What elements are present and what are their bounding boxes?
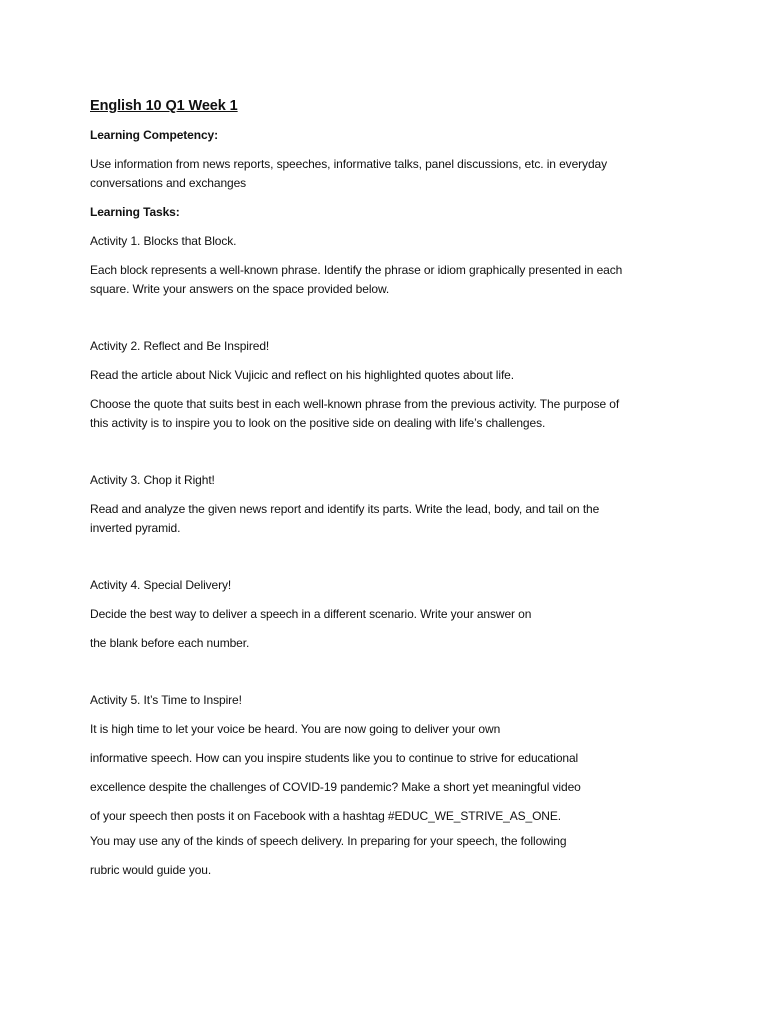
activity4-line: the blank before each number. xyxy=(90,636,250,650)
activity5-heading: Activity 5. It’s Time to Inspire! xyxy=(90,693,242,707)
activity2-heading: Activity 2. Reflect and Be Inspired! xyxy=(90,339,270,353)
activity2-line: Choose the quote that suits best in each well-known phrase from the previous activity. The purpose of xyxy=(90,397,620,411)
activity3-text xyxy=(90,500,682,538)
competency-text xyxy=(90,155,682,193)
competency-line: Use information from news reports, speeches, informative talks, panel discussions, etc. in everyday xyxy=(90,157,607,171)
activity1-line: Each block represents a well-known phrase. Identify the phrase or idiom graphically presented in each xyxy=(90,263,623,277)
activity4-line: Decide the best way to deliver a speech in a different scenario. Write your answer on xyxy=(90,607,532,621)
activity2-paragraph-1: Read the article about Nick Vujicic and reflect on his highlighted quotes about life. xyxy=(90,368,514,382)
document-title: English 10 Q1 Week 1 xyxy=(90,98,238,114)
activity1-text xyxy=(90,261,682,299)
competency-heading: Learning Competency: xyxy=(90,128,219,142)
activity2-line: this activity is to inspire you to look on the positive side on dealing with life’s challenges. xyxy=(90,416,546,430)
activity5-line: informative speech. How can you inspire students like you to continue to strive for educational xyxy=(90,751,579,765)
activity1-heading: Activity 1. Blocks that Block. xyxy=(90,234,237,248)
activity5-text xyxy=(90,720,682,880)
activity3-heading: Activity 3. Chop it Right! xyxy=(90,473,215,487)
activity4-heading: Activity 4. Special Delivery! xyxy=(90,578,232,592)
document-page xyxy=(90,96,682,880)
activity5-line: You may use any of the kinds of speech delivery. In preparing for your speech, the following xyxy=(90,834,567,848)
competency-line: conversations and exchanges xyxy=(90,176,247,190)
activity2-text xyxy=(90,395,682,433)
activity5-line: rubric would guide you. xyxy=(90,863,212,877)
tasks-heading: Learning Tasks: xyxy=(90,205,180,219)
activity4-text xyxy=(90,605,682,653)
activity5-line: It is high time to let your voice be heard. You are now going to deliver your own xyxy=(90,722,501,736)
activity5-line: of your speech then posts it on Facebook with a hashtag #EDUC_WE_STRIVE_AS_ONE. xyxy=(90,809,562,823)
activity3-line: inverted pyramid. xyxy=(90,521,181,535)
activity1-line: square. Write your answers on the space provided below. xyxy=(90,282,390,296)
activity3-line: Read and analyze the given news report and identify its parts. Write the lead, body, and tail on the xyxy=(90,502,600,516)
activity5-line: excellence despite the challenges of COVID-19 pandemic? Make a short yet meaningful video xyxy=(90,780,581,794)
